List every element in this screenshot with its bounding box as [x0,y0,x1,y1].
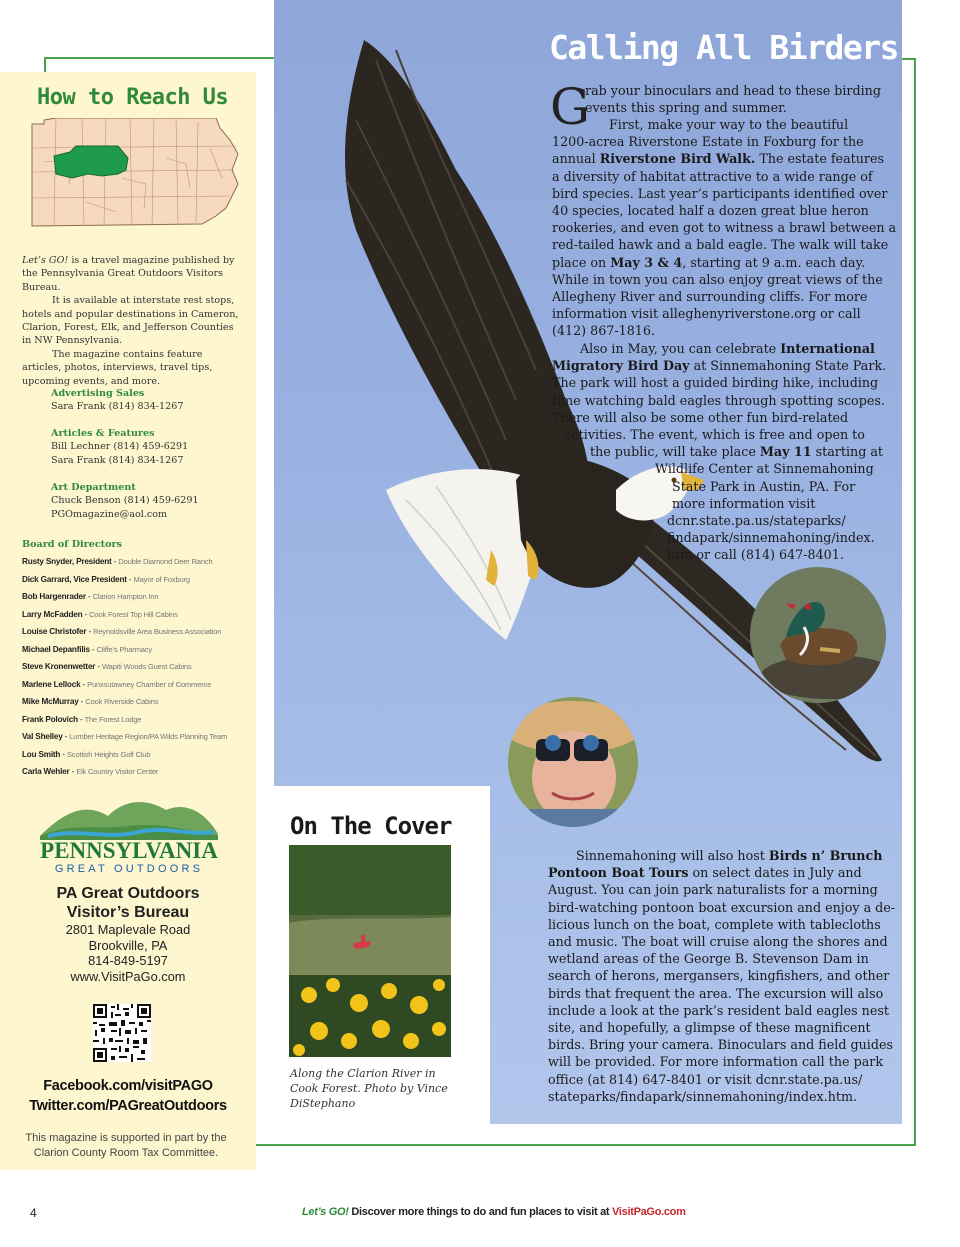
frame-line [914,58,916,1146]
article-line: annual Riverstone Bird Walk. The estate features [552,151,884,167]
article-line: events this spring and summer. [585,100,787,116]
bureau-address: 2801 Maplevale Road [65,922,191,937]
article-line: red-tailed hawk and a bald eagle. The walk will take [552,237,889,253]
board-member: Louise Christofer - Reynoldsville Area Business Association [22,627,222,636]
article-line: The park will host a guided birding hike, including [552,375,879,391]
wood-duck-photo [750,567,886,703]
board-member: Lou Smith - Scottish Heights Golf Club [22,749,151,759]
board-member-org: Elk Country Visitor Center [76,767,159,776]
article-line: site, and hopefully, a glimpse of these magnificent [548,1020,871,1036]
board-member-org: Punxsutawney Chamber of Commerce [87,679,212,689]
board-list [22,556,252,784]
article-line: and music. The boat will cruise along the shores and [548,934,888,950]
bureau-phone: 814-849-5197 [88,953,168,968]
social-links [0,1076,256,1116]
cover-caption: Along the Clarion River in Cook Forest. Photo by Vince DiStephano [290,1067,448,1110]
article-line: Sinnemahoning will also host Birds n’ Brunch [576,848,883,863]
article-bold: Migratory Bird Day [552,358,690,374]
board-member-name: Rusty Snyder, President [22,557,112,566]
article-line: (412) 867-1816. [552,323,655,339]
article-line: findapark/sinnemahoning/index. [667,530,875,546]
board-member: Val Shelley - Lumber Heritage Region/PA Wilds Planning Team [22,732,228,741]
article-bold: May 3 & 4 [610,254,683,270]
board-member-name: Larry McFadden [22,609,83,619]
article-line: Also in May, you can celebrate International [580,341,875,356]
article-title: Calling All Birders [549,28,898,67]
board-member-name: Michael Depanfilis [22,644,90,654]
article-line: time watching bald eagles through spotting scopes. [552,392,885,408]
footer-tagline [302,1206,686,1218]
pennsylvania-map [26,118,240,236]
cover-title: On The Cover [290,812,452,840]
article-line: Migratory Bird Day at Sinnemahoning State Park. [552,358,887,374]
board-member-org: Clarion Hampton Inn [92,592,159,601]
intro-text: The magazine contains feature articles, photos, interviews, travel tips, upcoming events, and more. [22,348,213,387]
board-member-name: Val Shelley [22,732,63,741]
board-member: Dick Garrard, Vice President - Mayor of Foxburg [22,574,190,584]
frame-line [256,1144,916,1146]
article-line: htm or call (814) 647-8401. [667,547,844,563]
board-member-org: Mayor of Foxburg [133,574,190,584]
bureau-name: PA Great Outdoors [56,885,200,902]
article-line: 40 species, located half a dozen great blue heron [552,203,869,219]
frame-line [44,57,46,73]
board-member-org: Cook Riverside Cabins [85,697,159,706]
board-member-name: Steve Kronenwetter [22,662,96,671]
board-member: Steve Kronenwetter - Wapiti Woods Guest Cabins [22,662,192,671]
support-note [0,1131,252,1161]
article-line: Pontoon Boat Tours on select dates in July and [548,865,862,881]
article-dropcap: G [550,78,590,136]
board-member-org: Cliffe’s Pharmacy [96,644,152,654]
woman-with-binoculars-photo [508,697,638,827]
support-line: Clarion County Room Tax Committee. [33,1147,219,1159]
board-member: Michael Depanfilis - Cliffe’s Pharmacy [22,644,152,654]
article-line: will be provided. For more information call the park [548,1054,884,1070]
footer-text: Discover more things to do and fun places to visit at [348,1206,613,1218]
article-bold: May 11 [759,444,812,460]
contact-email-link[interactable]: PGOmagazine@aol.com [51,508,168,520]
article-line: a diversity of habitat attractive to a wide range of [552,168,873,184]
board-member-org: Double Diamond Deer Ranch [118,557,213,566]
board-member: Bob Hargenrader - Clarion Hampton Inn [22,592,159,601]
bureau-name: Visitor’s Bureau [66,904,190,921]
bureau-city: Brookville, PA [88,937,168,953]
sidebar-intro [22,254,244,388]
article-line: information visit alleghenyriverstone.org or call [552,306,861,322]
article-bold: Pontoon Boat Tours [548,865,689,881]
article-line: include a look at the park’s resident bald eagles nest [548,1002,889,1018]
board-member-name: Louise Christofer [22,627,87,636]
article-line: office (at 814) 647-8401 or visit dcnr.state.pa.us/ [548,1071,863,1087]
board-member-org: The Forest Lodge [84,714,142,724]
board-member: Mike McMurray - Cook Riverside Cabins [22,697,159,706]
bureau-website-link[interactable]: www.VisitPaGo.com [70,968,186,984]
article-line: Wildlife Center at Sinnemahoning [655,461,874,477]
article-paragraph [585,82,881,116]
contact-line: Sara Frank (814) 834-1267 [51,454,184,466]
article-line: stateparks/findapark/sinnemahoning/index.htm. [548,1088,858,1104]
twitter-link[interactable]: Twitter.com/PAGreatOutdoors [29,1098,227,1114]
article-line: birds. Bring your camera. Binoculars and field guides [548,1037,893,1053]
board-member-org: Lumber Heritage Region/PA Wilds Planning Team [69,732,228,741]
contact-articles [51,427,251,467]
contact-heading: Advertising Sales [51,388,145,399]
article-line: 1200-acrea Riverstone Estate in Foxburg for the [552,134,864,150]
article-bold: Riverstone Bird Walk. [599,151,756,167]
contact-heading: Art Department [51,482,136,493]
contact-art [51,481,251,521]
board-member-name: Bob Hargenrader [22,592,86,601]
article-line: licious lunch on the boat, complete with tablecloths [548,916,881,932]
footer-site-link[interactable]: VisitPaGo.com [612,1206,686,1218]
board-member-name: Marlene Lellock [22,679,81,689]
board-member-name: Carla Wehler [22,767,70,776]
article-line: wetland areas of the George B. Stevenson Dam in [548,951,869,967]
intro-text: is a travel magazine published by the Pennsylvania Great Outdoors Visitors Bureau. [22,255,235,293]
intro-text: It is available at interstate rest stops, hotels and popular destinations in Cameron, Clarion, Forest, Elk, and Jefferson Counties in NW Pennsylvania. [22,295,239,347]
board-member-org: Reynoldsville Area Business Association [93,627,222,636]
board-member-name: Dick Garrard, Vice President [22,574,127,584]
board-member: Larry McFadden - Cook Forest Top Hill Cabins [22,609,178,619]
contact-advertising [51,387,251,414]
board-member-org: Wapiti Woods Guest Cabins [101,662,192,671]
article-paragraph [548,847,895,1105]
contact-line: Sara Frank (814) 834-1267 [51,401,184,413]
article-line: dcnr.state.pa.us/stateparks/ [667,513,846,529]
article-line: the public, will take place May 11 starting at [590,444,884,460]
bureau-info [0,884,256,984]
article-line: August. You can join park naturalists for a morning [548,882,878,898]
qr-code-icon[interactable] [93,1004,151,1062]
frame-line [44,57,274,59]
footer-brand: Let’s GO! [302,1206,349,1218]
article-line: birds that frequent the area. The excursion will also [548,985,884,1001]
board-member-org: Scottish Heights Golf Club [66,749,151,759]
contact-heading: Articles & Features [51,428,155,439]
article-bold: Birds n’ Brunch [768,848,883,863]
board-member-name: Frank Polovich [22,714,78,724]
sidebar-title: How to Reach Us [37,85,229,110]
article-bold: International [780,341,875,356]
board-heading: Board of Directors [22,539,122,550]
article-line: bird species. Last year’s participants identified over [552,185,888,201]
board-member: Rusty Snyder, President - Double Diamond Deer Ranch [22,557,213,566]
article-line: rookeries, and even got to witness a brawl between a [552,220,897,236]
contact-line: Bill Lechner (814) 459-6291 [51,441,189,453]
article-line: bird-watching pontoon boat excursion and enjoy a de- [548,899,896,915]
article-line: search of herons, mergansers, kingfishers, and other [548,968,890,984]
article-line: rab your binoculars and head to these birding [585,83,881,98]
board-member: Marlene Lellock - Punxsutawney Chamber of Commerce [22,679,212,689]
intro-brand: Let’s GO! [22,255,69,266]
board-member-name: Mike McMurray [22,697,79,706]
article-line: First, make your way to the beautiful [609,117,849,132]
contact-line: Chuck Benson (814) 459-6291 [51,495,199,507]
article-paragraph [552,116,896,340]
article-line: more information visit [672,495,816,511]
logo-word-pennsylvania: PENNSYLVANIA [40,838,218,863]
facebook-link[interactable]: Facebook.com/visitPAGO [43,1078,213,1094]
board-member: Frank Polovich - The Forest Lodge [22,714,142,724]
article-line: While in town you can also enjoy great views of the [552,271,883,287]
article-line: place on May 3 & 4, starting at 9 a.m. each day. [552,254,866,270]
article-line: There will also be some other fun bird-related [552,409,849,425]
logo-word-great-outdoors: GREAT OUTDOORS [54,863,204,875]
support-line: This magazine is supported in part by the [25,1132,227,1144]
board-member: Carla Wehler - Elk Country Visitor Center [22,767,159,776]
pa-great-outdoors-logo [38,796,220,878]
page-number: 4 [30,1206,37,1220]
board-member-name: Lou Smith [22,749,61,759]
article-paragraph [552,340,886,564]
article-line: Allegheny River and surrounding cliffs. For more [552,289,868,305]
article-line: State Park in Austin, PA. For [672,478,856,494]
cover-photo [289,845,451,1057]
board-member-org: Cook Forest Top Hill Cabins [89,609,178,619]
article-line: activities. The event, which is free and open to [564,427,865,443]
